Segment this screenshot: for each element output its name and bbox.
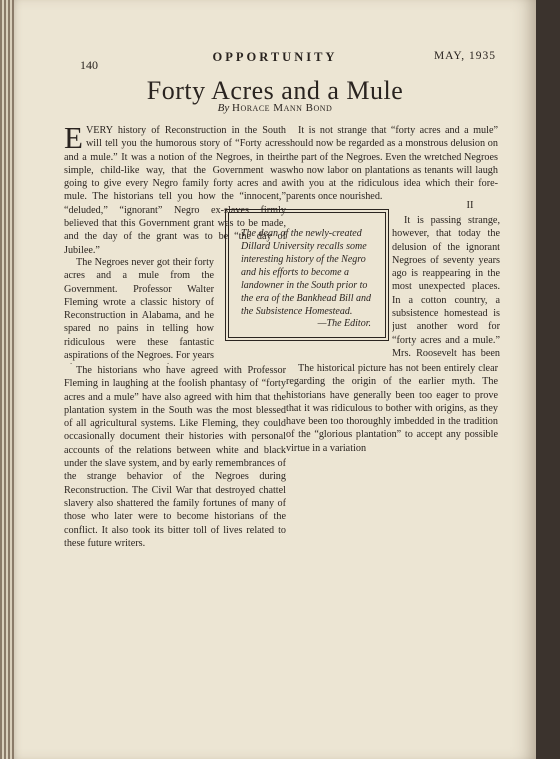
magazine-page bbox=[14, 0, 536, 759]
right-column-narrow bbox=[392, 214, 500, 360]
article-title: Forty Acres and a Mule bbox=[146, 76, 404, 105]
author-name: Horace Mann Bond bbox=[232, 102, 333, 114]
byline bbox=[14, 102, 536, 114]
drop-cap: E bbox=[64, 120, 83, 155]
page-number: 140 bbox=[80, 58, 98, 72]
paragraph: The Negroes never got their forty acres and a mule from the Government. Professor Walter Fleming wrote a classic history of Reconstruction in Alabama, and he spared no pains in telling how ridiculous were these fantastic aspirations of the Negroes. For years bbox=[64, 257, 214, 362]
right-column-body bbox=[286, 362, 498, 726]
issue-date: MAY, 1935 bbox=[433, 50, 496, 62]
paragraph-text: VERY history of Reconstruction in the South will tell you the humorous story of “Forty acres and a mule.” It was a notion of the Negroes, in their simple, child-like way, that the Government was going to give every Negro family forty acres and a mule. The historians tell you how the “innocent,” “deluded,” “ignorant” Negro ex-slaves firmly believed that this Government grant was to be made, and the day of the grant was to be “the day of Jubilee.” bbox=[64, 125, 286, 256]
book-gutter bbox=[536, 0, 560, 759]
paragraph: It is passing strange, however, that today the delusion of the ignorant Negroes of seventy years ago is reappearing in the most unexpected places. In a cotton country, a subsistence homestead is just another word for “forty acres and a mule.” Mrs. Roosevelt has been bbox=[392, 215, 500, 359]
left-column-bottom bbox=[64, 364, 286, 719]
editor-note-box bbox=[228, 212, 386, 338]
running-header bbox=[14, 50, 536, 72]
section-number: II bbox=[466, 200, 474, 211]
paragraph: The historians who have agreed with Professor Fleming in laughing at the foolish phantasy of “forty acres and a mule” have also agreed with him that the plantation system in the South was the most blessed of all agricultural systems. Like Fleming, they could occasionally document their histories with personal accounts of the relations between white and black under the slave system, and by early remembrances of the strange behavior of the Negroes during Reconstruction. The Civil War that destroyed chattel slavery also shattered the family fortunes of many of those who later were to become historians of the conflict. It also took its bitter toll of lives related to these future writers. bbox=[64, 365, 286, 549]
byline-prefix: By bbox=[217, 102, 230, 114]
editor-signature: —The Editor. bbox=[317, 318, 371, 329]
running-title: OPPORTUNITY bbox=[212, 50, 338, 64]
paragraph: It is not strange that “forty acres and a mule” should now be regarded as a monstrous delusion on the part of the Negroes. Even the wretched Negroes who now labor on plantations as tenants will laugh with you at the ridiculous idea which their fore-parents once nourished. bbox=[286, 125, 498, 203]
right-column-top bbox=[286, 124, 498, 204]
left-column-body bbox=[64, 256, 214, 364]
editor-note-text: The dean of the newly-created Dillard University recalls some interesting history of the Negro and his efforts to become a landowner in the South prior to the era of the Bankhead Bill and the Subsistence Homestead. bbox=[241, 228, 371, 317]
page-stack-edge bbox=[0, 0, 14, 759]
paragraph: The historical picture has not been entirely clear regarding the origin of the earlier myth. The historians have generally been too eager to prove that it was ridiculous to bother with origins, as they have been too thoroughly imbedded in the tradition of the “glorious plantation” to accept any possible virtue in a variation bbox=[286, 363, 498, 454]
